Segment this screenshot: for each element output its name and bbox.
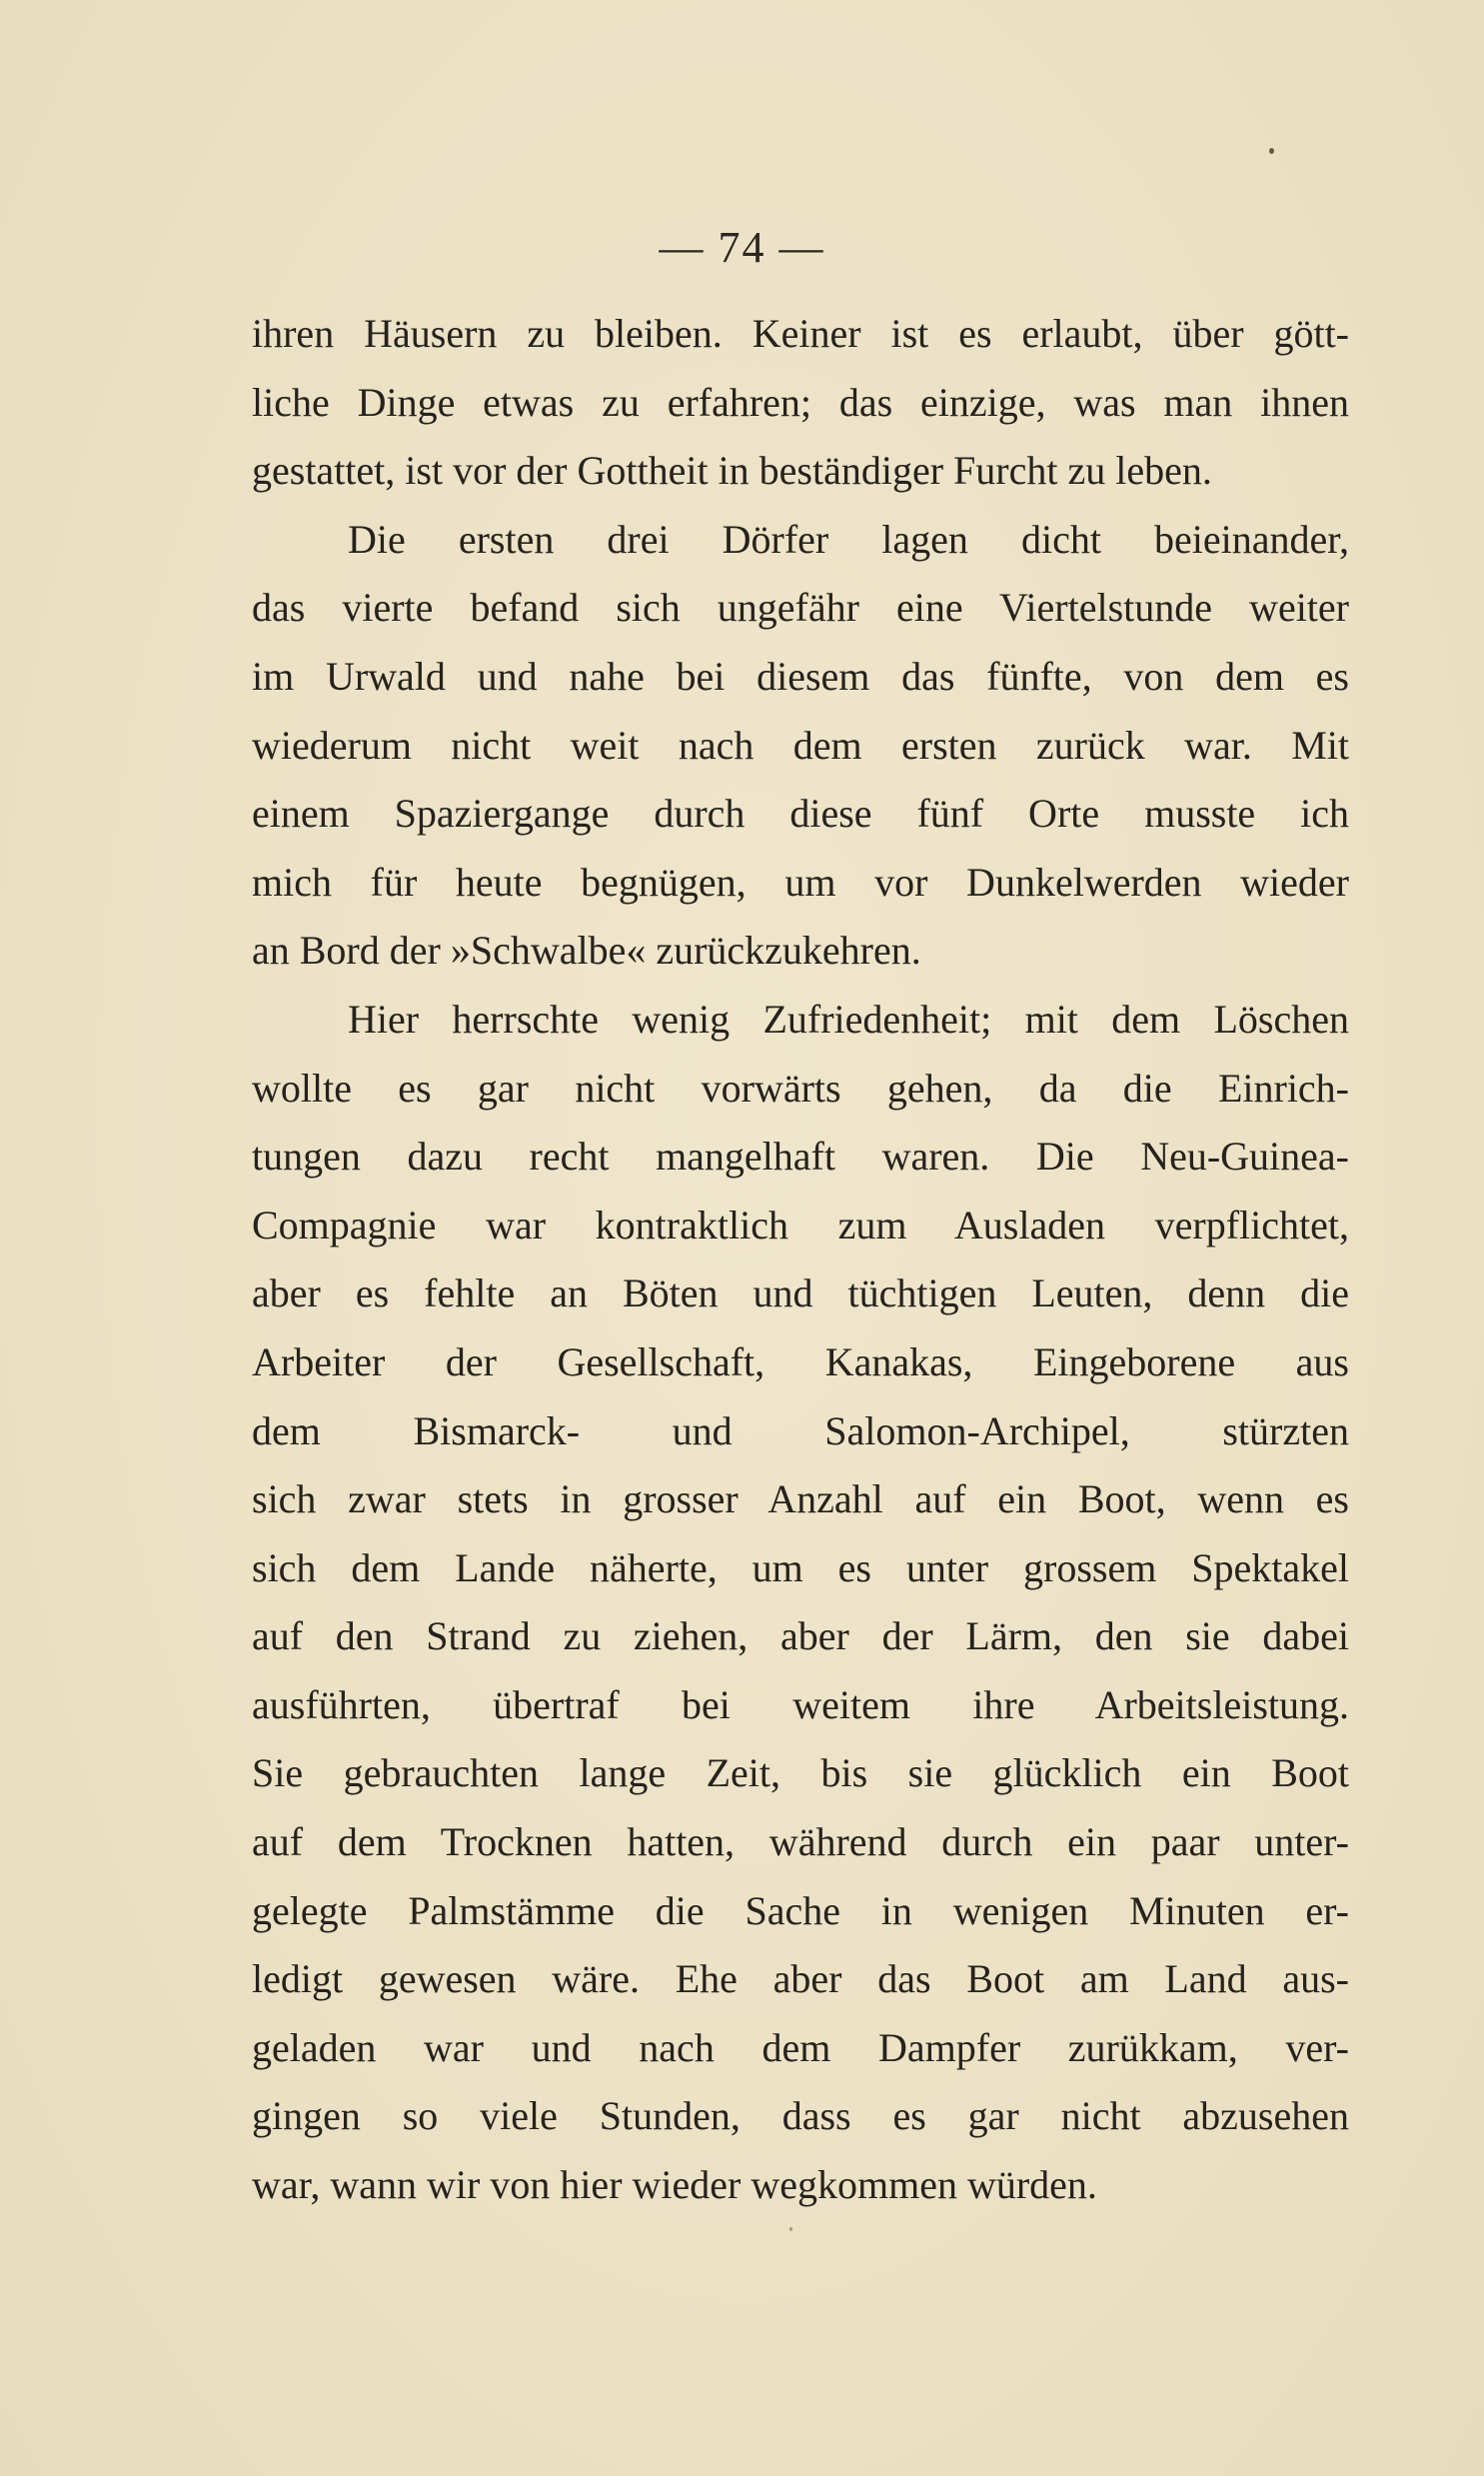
- text-line: war, wann wir von hier wieder wegkommen würden.: [252, 2162, 1097, 2208]
- text-line: tungen dazu recht mangelhaft waren. Die Neu-Guinea-: [252, 1134, 1349, 1180]
- text-line: gestattet, ist vor der Gottheit in beständiger Furcht zu leben.: [252, 448, 1212, 494]
- text-line: Compagnie war kontraktlich zum Ausladen verpflichtet,: [252, 1202, 1349, 1247]
- text-line: geladen war und nach dem Dampfer zurükkam, ver-: [252, 2024, 1349, 2070]
- text-line: einem Spaziergange durch diese fünf Orte musste ich: [252, 791, 1349, 837]
- text-line: wiederum nicht weit nach dem ersten zurück war. Mit: [252, 722, 1349, 768]
- text-line: wollte es gar nicht vorwärts gehen, da die Einrich-: [252, 1065, 1349, 1111]
- text-line: ledigt gewesen wäre. Ehe aber das Boot am Land aus-: [252, 1956, 1349, 2002]
- text-line: Die ersten drei Dörfer lagen dicht beieinander,: [348, 516, 1349, 562]
- print-speck: [789, 2227, 792, 2231]
- page-number: — 74 —: [659, 223, 825, 272]
- body-text: [252, 300, 1349, 2220]
- text-line: gelegte Palmstämme die Sache in wenigen Minuten er-: [252, 1887, 1349, 1933]
- print-speck: [1269, 148, 1274, 154]
- text-line: gingen so viele Stunden, dass es gar nicht abzusehen: [252, 2093, 1349, 2139]
- text-line: sich dem Lande näherte, um es unter grossem Spektakel: [252, 1544, 1349, 1590]
- text-line: Sie gebrauchten lange Zeit, bis sie glücklich ein Boot: [252, 1750, 1349, 1796]
- text-line: aber es fehlte an Böten und tüchtigen Leuten, denn die: [252, 1270, 1349, 1316]
- text-line: an Bord der »Schwalbe« zurückzukehren.: [252, 928, 921, 974]
- text-line: mich für heute begnügen, um vor Dunkelwerden wieder: [252, 859, 1349, 905]
- text-line: dem Bismarck- und Salomon-Archipel, stürzten: [252, 1407, 1349, 1453]
- text-line: ausführten, übertraf bei weitem ihre Arbeitsleistung.: [252, 1681, 1349, 1727]
- text-line: Arbeiter der Gesellschaft, Kanakas, Eingeborene aus: [252, 1338, 1349, 1384]
- text-line: im Urwald und nahe bei diesem das fünfte, von dem es: [252, 653, 1349, 699]
- text-line: liche Dinge etwas zu erfahren; das einzige, was man ihnen: [252, 379, 1349, 425]
- text-line: ihren Häusern zu bleiben. Keiner ist es erlaubt, über gött-: [252, 311, 1349, 356]
- text-line: auf dem Trocknen hatten, während durch ein paar unter-: [252, 1819, 1349, 1865]
- text-line: das vierte befand sich ungefähr eine Viertelstunde weiter: [252, 585, 1349, 631]
- text-line: auf den Strand zu ziehen, aber der Lärm, den sie dabei: [252, 1613, 1349, 1659]
- text-line: sich zwar stets in grosser Anzahl auf ein Boot, wenn es: [252, 1476, 1349, 1522]
- text-line: Hier herrschte wenig Zufriedenheit; mit dem Löschen: [348, 996, 1349, 1042]
